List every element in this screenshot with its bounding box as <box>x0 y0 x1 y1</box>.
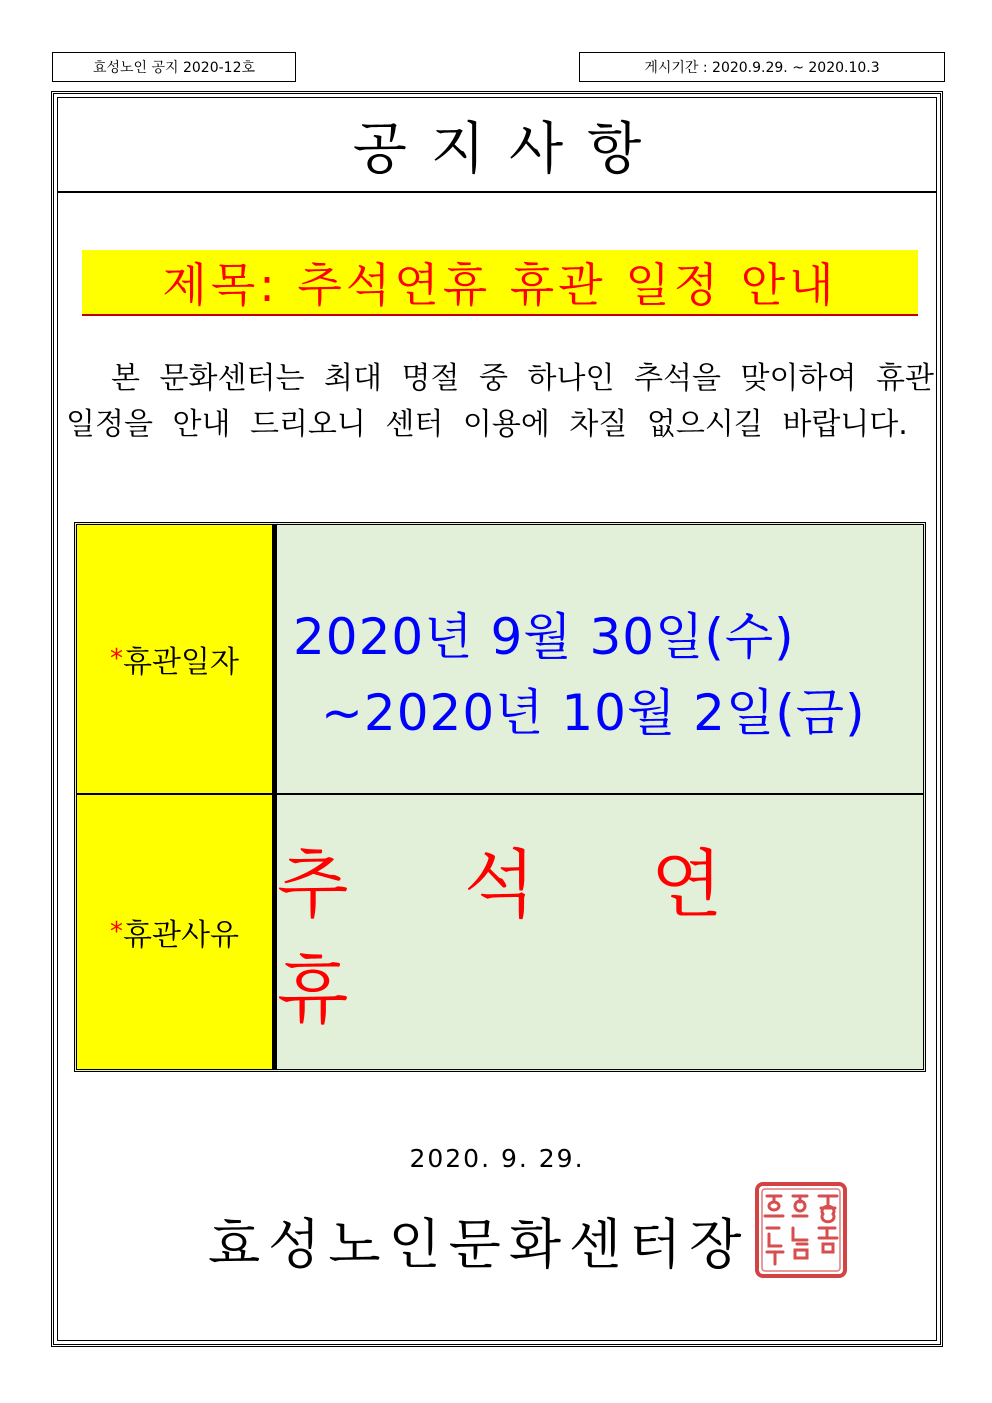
posting-period-box <box>579 52 945 82</box>
issue-date: 2020. 9. 29. <box>409 1144 585 1173</box>
closure-reason: 추 석 연 휴 <box>277 842 769 1034</box>
notice-number: 효성노인 공지 2020-12호 <box>92 60 256 76</box>
closure-end-date: ~2020년 10월 2일(금) <box>321 684 866 742</box>
subject-banner <box>82 250 918 316</box>
table-row <box>77 525 923 795</box>
notice-frame <box>51 91 943 1347</box>
title-row <box>58 98 936 193</box>
closure-date-label-cell <box>77 525 277 793</box>
bullet-star: * <box>110 917 124 947</box>
table-row <box>77 795 923 1069</box>
signature-title: 효성노인문화센터장 <box>208 1213 750 1276</box>
body-paragraph <box>66 356 934 448</box>
body-text: 본 문화센터는 최대 명절 중 하나인 추석을 맞이하여 휴관 일정을 안내 드리오니 센터 이용에 차질 없으시길 바랍니다. <box>66 361 934 442</box>
closure-reason-label: 휴관사유 <box>123 918 239 953</box>
closure-reason-value-cell <box>277 795 923 1069</box>
subject-text: 제목: 추석연휴 휴관 일정 안내 <box>162 258 838 312</box>
bullet-star: * <box>110 644 124 674</box>
closure-info-table <box>74 522 926 1072</box>
notice-number-box <box>52 52 296 82</box>
notice-inner <box>57 97 937 1341</box>
posting-period: 게시기간 : 2020.9.29. ~ 2020.10.3 <box>644 60 880 76</box>
closure-start-date: 2020년 9월 30일(수) <box>293 608 795 666</box>
official-seal-stamp <box>753 1180 849 1280</box>
closure-date-label: 휴관일자 <box>123 645 239 680</box>
closure-reason-label-cell <box>77 795 277 1069</box>
closure-date-value-cell <box>277 525 923 793</box>
page-title: 공지사항 <box>352 116 666 182</box>
